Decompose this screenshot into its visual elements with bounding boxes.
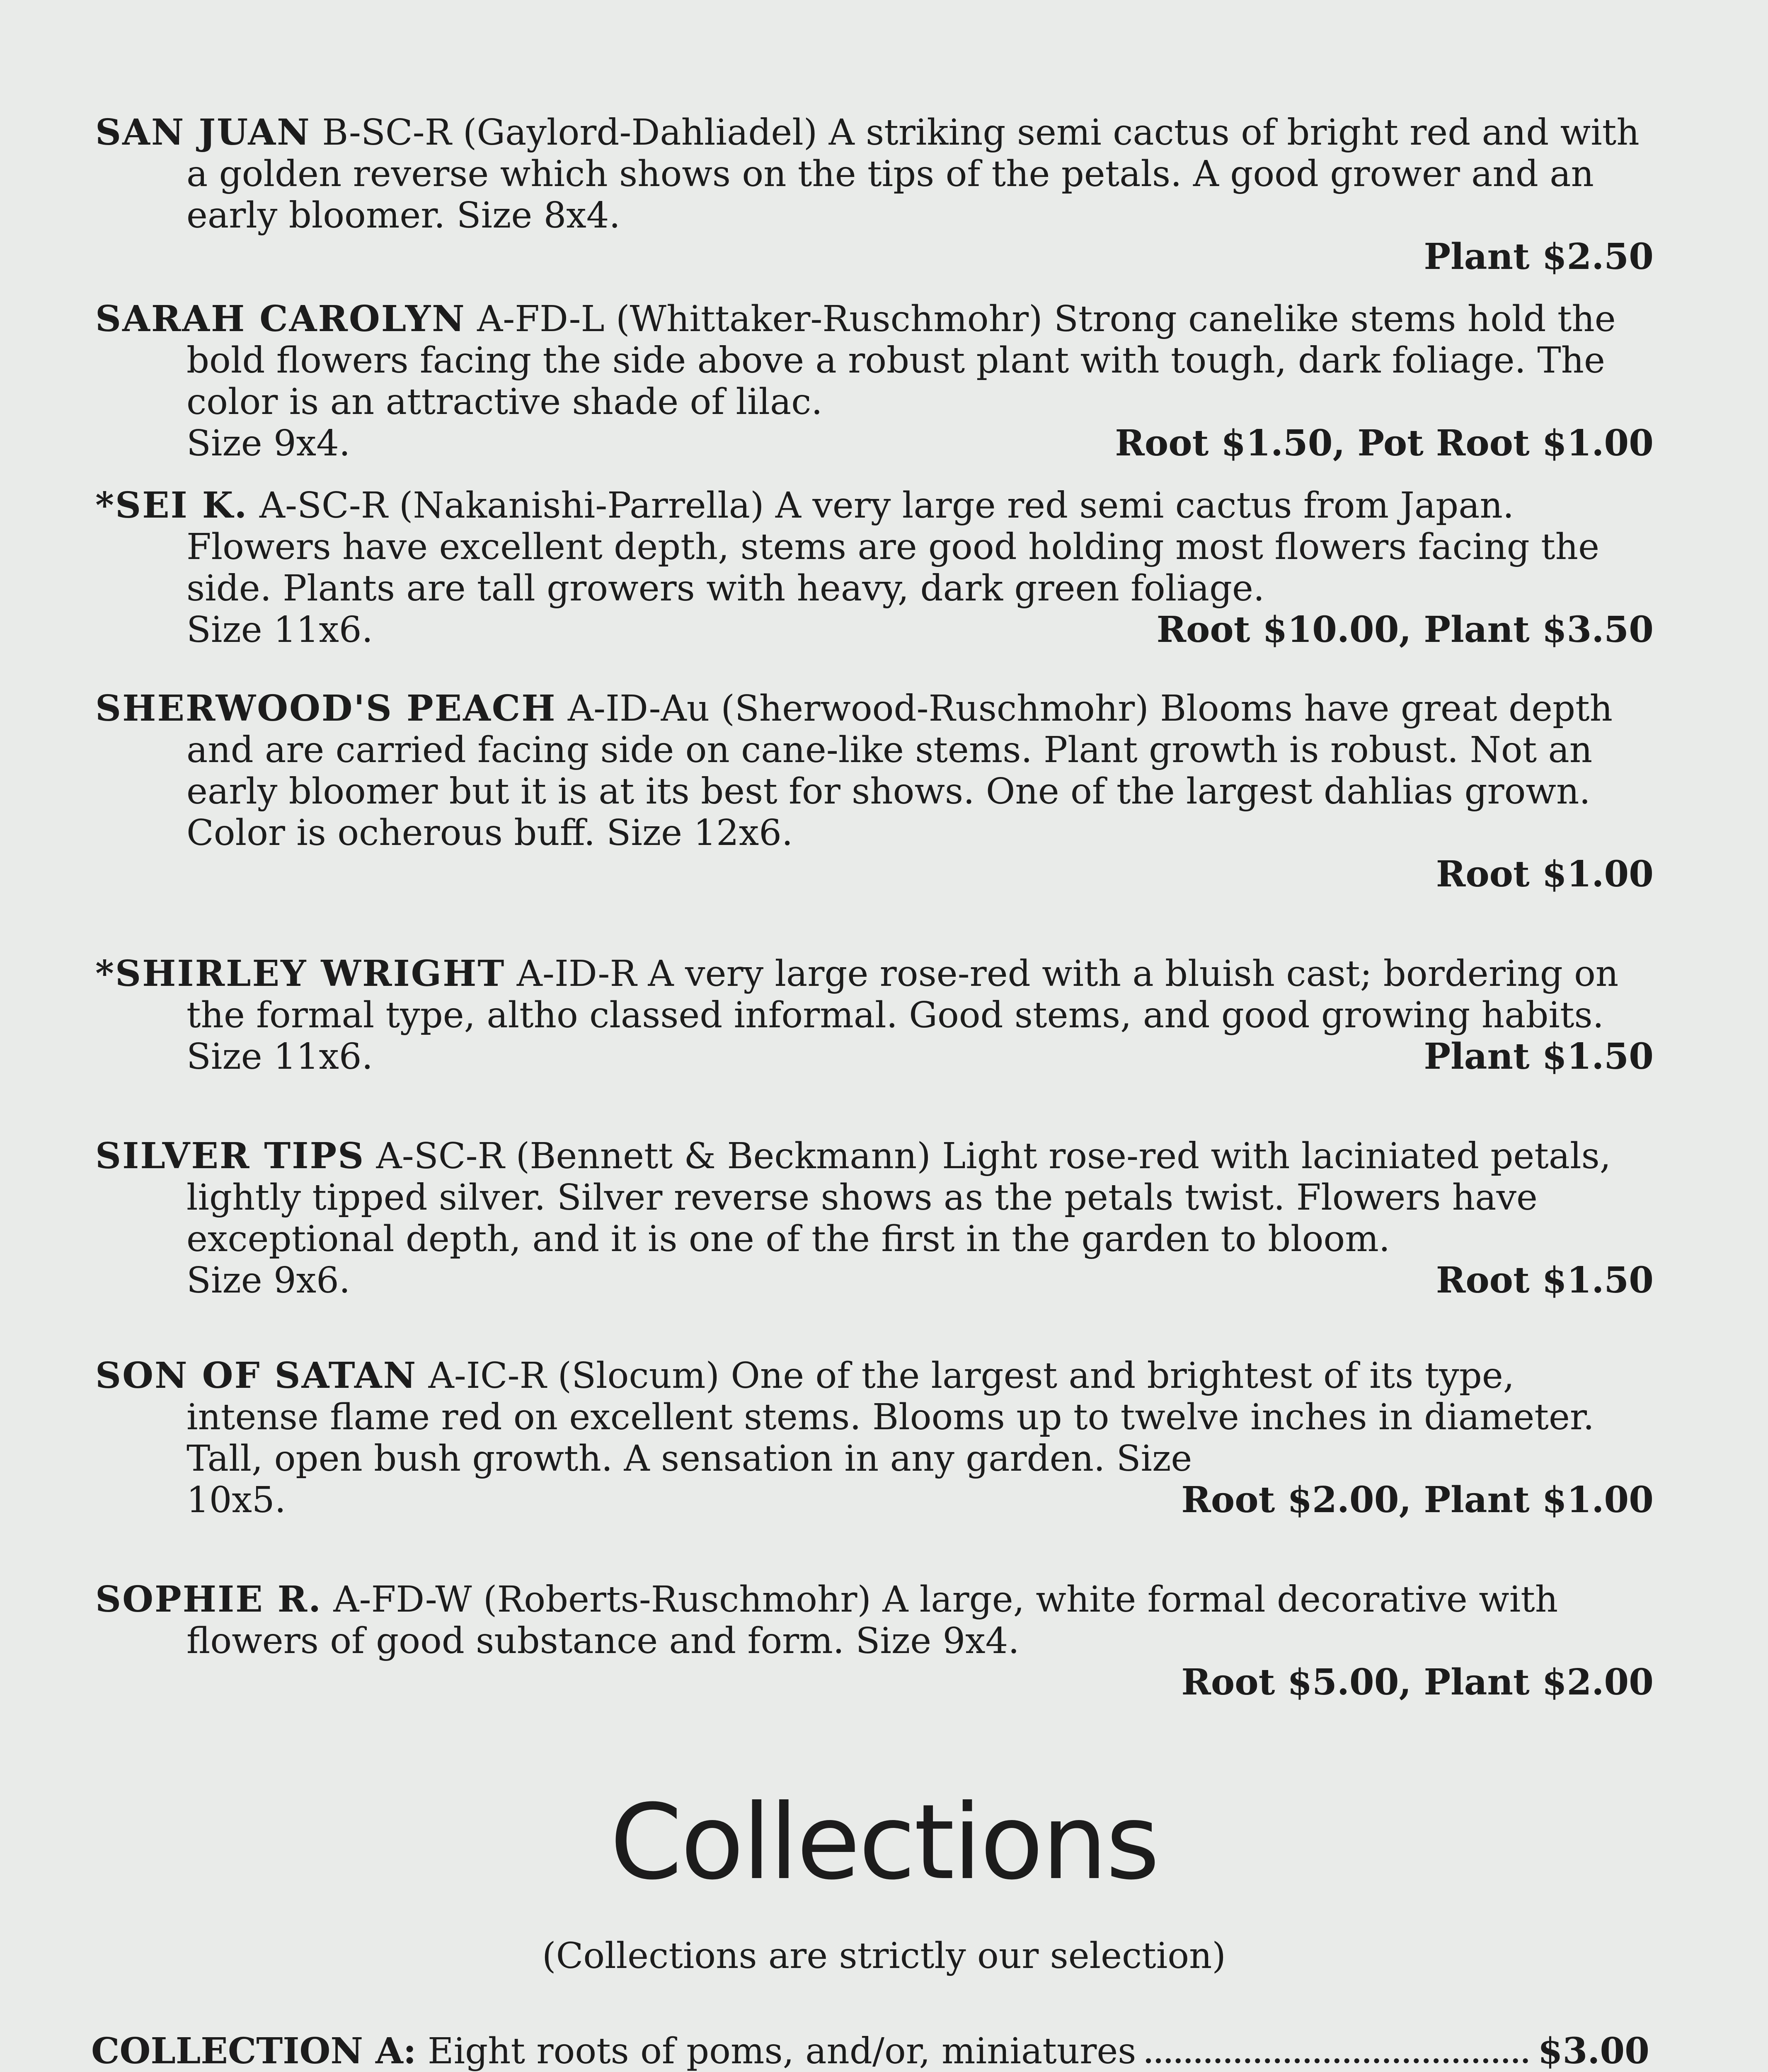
variety-price: Root $1.50 [1436,1259,1654,1301]
variety-description: B-SC-R (Gaylord-Dahliadel) A striking semi cactus of bright red and with a golden reverse which shows on the tips of the petals. A good grower and an early bloomer. [186,112,1640,236]
variety-name: SHERWOOD'S PEACH [95,687,557,729]
collection-label: COLLECTION A: [91,2030,417,2072]
entry-sherwoods-peach [95,688,1654,895]
collection-description: Eight roots of poms, and/or, miniatures [427,2031,1136,2072]
variety-name: SARAH CAROLYN [95,298,466,340]
variety-price: Root $5.00, Plant $2.00 [1181,1661,1654,1703]
variety-size: Size 9x6. [186,1260,351,1301]
variety-description: A-SC-R (Bennett & Beckmann) Light rose-red with laciniated petals, lightly tipped silver. Silver reverse shows as the petals twist. Flowers have exceptional depth, and it is one of the first in the garden to bloom. [186,1135,1611,1260]
variety-size: 10x5. [186,1479,286,1521]
variety-description: A-FD-W (Roberts-Ruschmohr) A large, white formal decorative with flowers of good substance and form. [186,1579,1558,1662]
entry-shirley-wright [95,953,1654,1077]
variety-price: Root $2.00, Plant $1.00 [1181,1479,1654,1521]
variety-name: *SHIRLEY WRIGHT [95,953,506,995]
variety-size: Size 11x6. [186,1036,373,1077]
variety-name: SON OF SATAN [95,1355,417,1397]
variety-name: SILVER TIPS [95,1135,365,1177]
variety-description: A-ID-R A very large rose-red with a bluish cast; bordering on the formal type, altho classed informal. Good stems, and good growing habits. [186,953,1619,1036]
variety-name: *SEI K. [95,484,248,526]
variety-size: Size 12x6. [606,812,793,854]
variety-description: A-SC-R (Nakanishi-Parrella) A very large red semi cactus from Japan. Flowers have excellent depth, stems are good holding most flowers facing the side. Plants are tall growers with heavy, dark green foliage. [186,485,1599,609]
variety-price: Root $10.00, Plant $3.50 [1156,609,1654,651]
variety-price: Root $1.00 [1436,853,1654,895]
variety-price: Root $1.50, Pot Root $1.00 [1115,422,1654,464]
collection-price: $3.00 [1538,2030,1649,2072]
variety-price: Plant $1.50 [1424,1036,1654,1077]
entry-sophie-r [95,1579,1654,1703]
variety-size: Size 9x4. [186,423,351,464]
collections-note: (Collections are strictly our selection) [542,1935,1226,1977]
variety-description: A-FD-L (Whittaker-Ruschmohr) Strong canelike stems hold the bold flowers facing the side above a robust plant with tough, dark foliage. The color is an attractive shade of lilac. [186,298,1616,423]
variety-size: Size 9x4. [855,1620,1020,1662]
variety-description: A-ID-Au (Sherwood-Ruschmohr) Blooms have great depth and are carried facing side on cane-like stems. Plant growth is robust. Not an early bloomer but it is at its best for shows. One of the largest dahlias grown. Color is ocherous buff. [186,688,1613,854]
variety-name: SAN JUAN [95,111,311,153]
entry-son-of-satan [95,1355,1654,1521]
variety-size: Size 11x6. [186,609,373,651]
entry-sei-k [95,485,1654,651]
dot-leader [1146,2058,1528,2063]
variety-name: SOPHIE R. [95,1578,322,1620]
entry-silver-tips [95,1135,1654,1301]
collection-a [91,2031,1649,2072]
variety-description: A-IC-R (Slocum) One of the largest and brightest of its type, intense flame red on excellent stems. Blooms up to twelve inches in diameter. Tall, open bush growth. A sensation in any garden. Size [186,1355,1594,1479]
variety-size: Size 8x4. [456,195,620,236]
collections-heading: Collections [610,1782,1158,1903]
entry-san-juan [95,112,1654,278]
entry-sarah-carolyn [95,298,1654,464]
variety-price: Plant $2.50 [1424,236,1654,278]
